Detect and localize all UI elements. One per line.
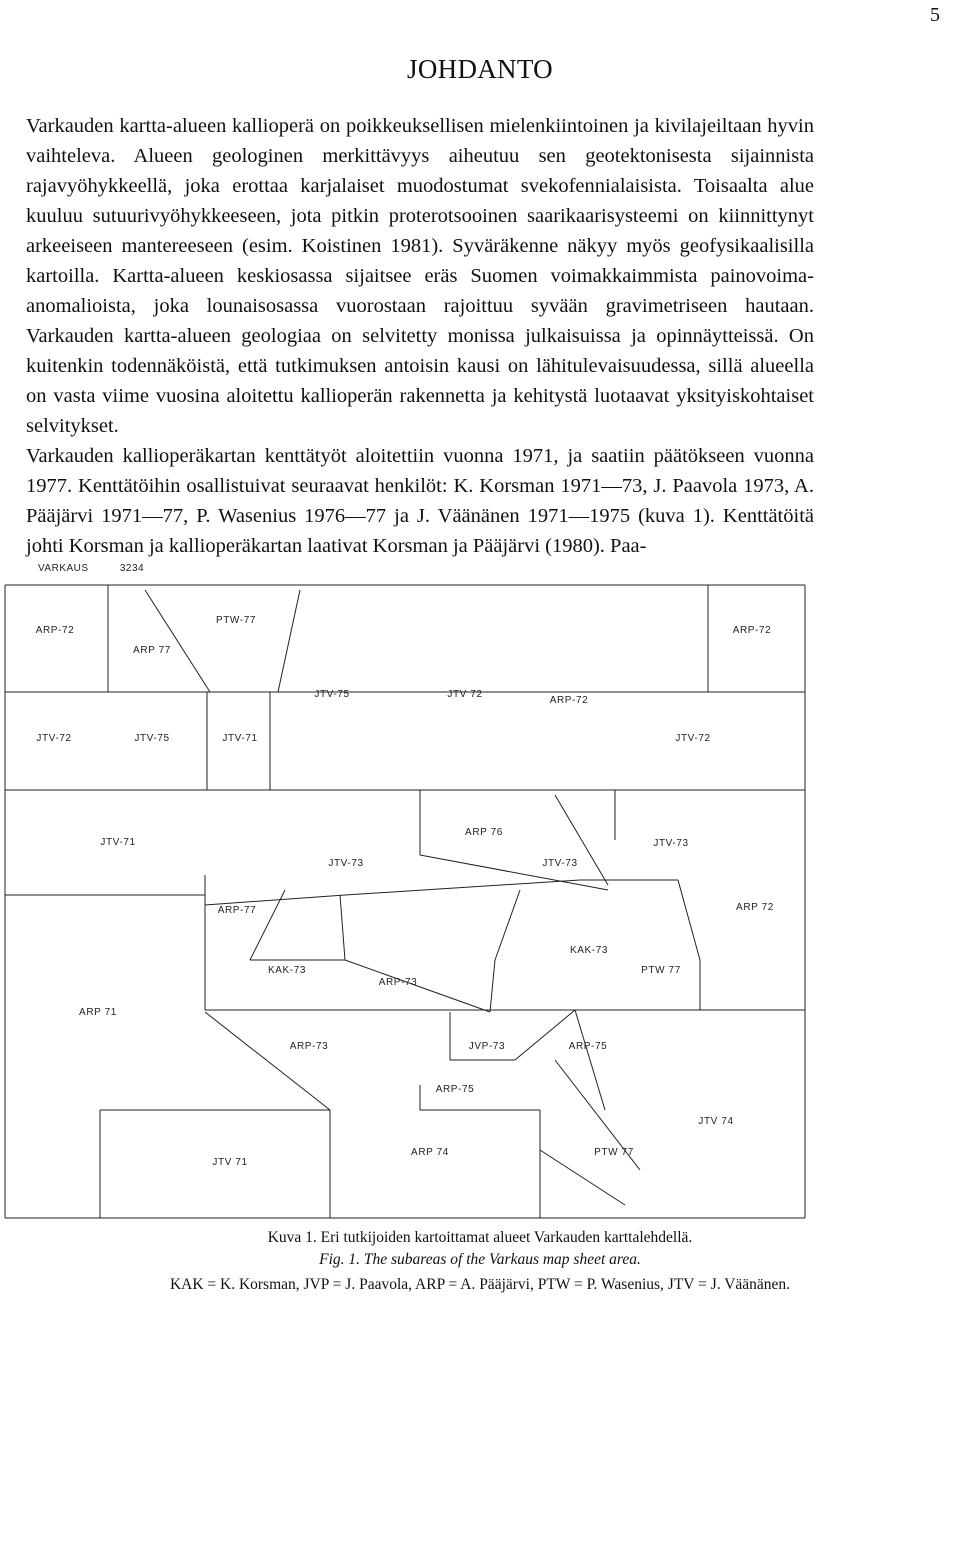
map-label: KAK-73 xyxy=(267,965,307,976)
caption-english: Fig. 1. The subareas of the Varkaus map sheet area. xyxy=(319,1251,641,1268)
map-label: KAK-73 xyxy=(569,945,609,956)
map-label: ARP-75 xyxy=(435,1084,475,1095)
map-label: JVP-73 xyxy=(468,1041,506,1052)
map-label: JTV-73 xyxy=(653,838,689,849)
subarea-boundaries xyxy=(5,585,805,1218)
map-label: PTW-77 xyxy=(215,615,257,626)
map-label: ARP 71 xyxy=(79,1007,117,1018)
map-label: JTV-72 xyxy=(36,733,72,744)
map-label: ARP 76 xyxy=(465,827,503,838)
map-label: ARP 77 xyxy=(133,645,171,656)
page-number: 5 xyxy=(930,4,940,26)
subarea-map xyxy=(0,570,960,1226)
map-label: ARP-72 xyxy=(732,625,772,636)
caption-finnish: Kuva 1. Eri tutkijoiden kartoittamat alueet Varkauden karttalehdellä. xyxy=(267,1229,693,1246)
map-label: JTV-73 xyxy=(542,858,578,869)
map-label: JTV 72 xyxy=(447,689,483,700)
map-label: JTV-71 xyxy=(222,733,258,744)
map-label: JTV-75 xyxy=(134,733,170,744)
caption-abbreviations: KAK = K. Korsman, JVP = J. Paavola, ARP = A. Pääjärvi, PTW = P. Wasenius, JTV = J. Väänänen. xyxy=(169,1276,791,1293)
map-sheet-number: 3234 xyxy=(119,563,145,574)
map-label: ARP-72 xyxy=(35,625,75,636)
map-label: PTW 77 xyxy=(641,965,681,976)
map-label: ARP-75 xyxy=(568,1041,608,1052)
body-text xyxy=(26,111,814,561)
map-label: ARP-73 xyxy=(289,1041,329,1052)
map-label: PTW 77 xyxy=(594,1147,634,1158)
map-frame xyxy=(5,585,805,1218)
map-label: ARP 74 xyxy=(411,1147,449,1158)
map-label: JTV-73 xyxy=(328,858,364,869)
map-label: ARP-77 xyxy=(217,905,257,916)
paragraph: Varkauden kallioperäkartan kenttätyöt aloitettiin vuonna 1971, ja saatiin päätökseen vuonna 1977. Kenttätöihin osallistuivat seuraavat henkilöt: K. Korsman 1971—73, J. Paavola 1973, A. Pääjärvi 1971—77, P. Wasenius 1976—77 ja J. Väänänen 1971—1975 (kuva 1). Kenttätöitä johti Korsman ja kallioperäkartan laativat Korsman ja Pääjärvi (1980). Paa- xyxy=(26,445,814,557)
map-label: JTV-72 xyxy=(675,733,711,744)
map-label: JTV 71 xyxy=(212,1157,248,1168)
map-sheet-name: VARKAUS xyxy=(38,563,89,574)
map-label: JTV 74 xyxy=(698,1116,734,1127)
map-label: ARP 72 xyxy=(736,902,774,913)
map-label: JTV-71 xyxy=(100,837,136,848)
map-label: ARP-72 xyxy=(549,695,589,706)
map-label: ARP-73 xyxy=(378,977,418,988)
paragraph: Varkauden kartta-alueen kallioperä on poikkeuksellisen mielenkiintoinen ja kivilajeiltaan hyvin vaihteleva. Alueen geologinen merkittävyys aiheutuu sen geotektonisesta sijainnista rajavyöhykkeellä, joka erottaa karjalaiset muodostumat svekofennialaisista. Toisaalta alue kuuluu sutuurivyöhykkeeseen, jota pitkin proterotsooinen saarikaarisysteemi on kiinnittynyt arkeeiseen mantereeseen (esim. Koistinen 1981). Syväräkenne näkyy myös geofysikaalisilla kartoilla. Kartta-alueen keskiosassa sijaitsee eräs Suomen voimakkaimmista painovoima-anomalioista, joka lounaisosassa vuorostaan rajoittuu syvään gravimetriseen hautaan. Varkauden kartta-alueen geologiaa on selvitetty monissa julkaisuissa ja opinnäytteissä. On kuitenkin todennäköistä, että tutkimuksen antoisin kausi on lähitulevaisuudessa, sillä alueella on vasta viime vuosina aloitettu kallioperän rakennetta ja kehitystä luotaavat yksityiskohtaiset selvitykset. xyxy=(26,115,814,437)
page-title: JOHDANTO xyxy=(407,54,553,84)
map-label: JTV-75 xyxy=(314,689,350,700)
